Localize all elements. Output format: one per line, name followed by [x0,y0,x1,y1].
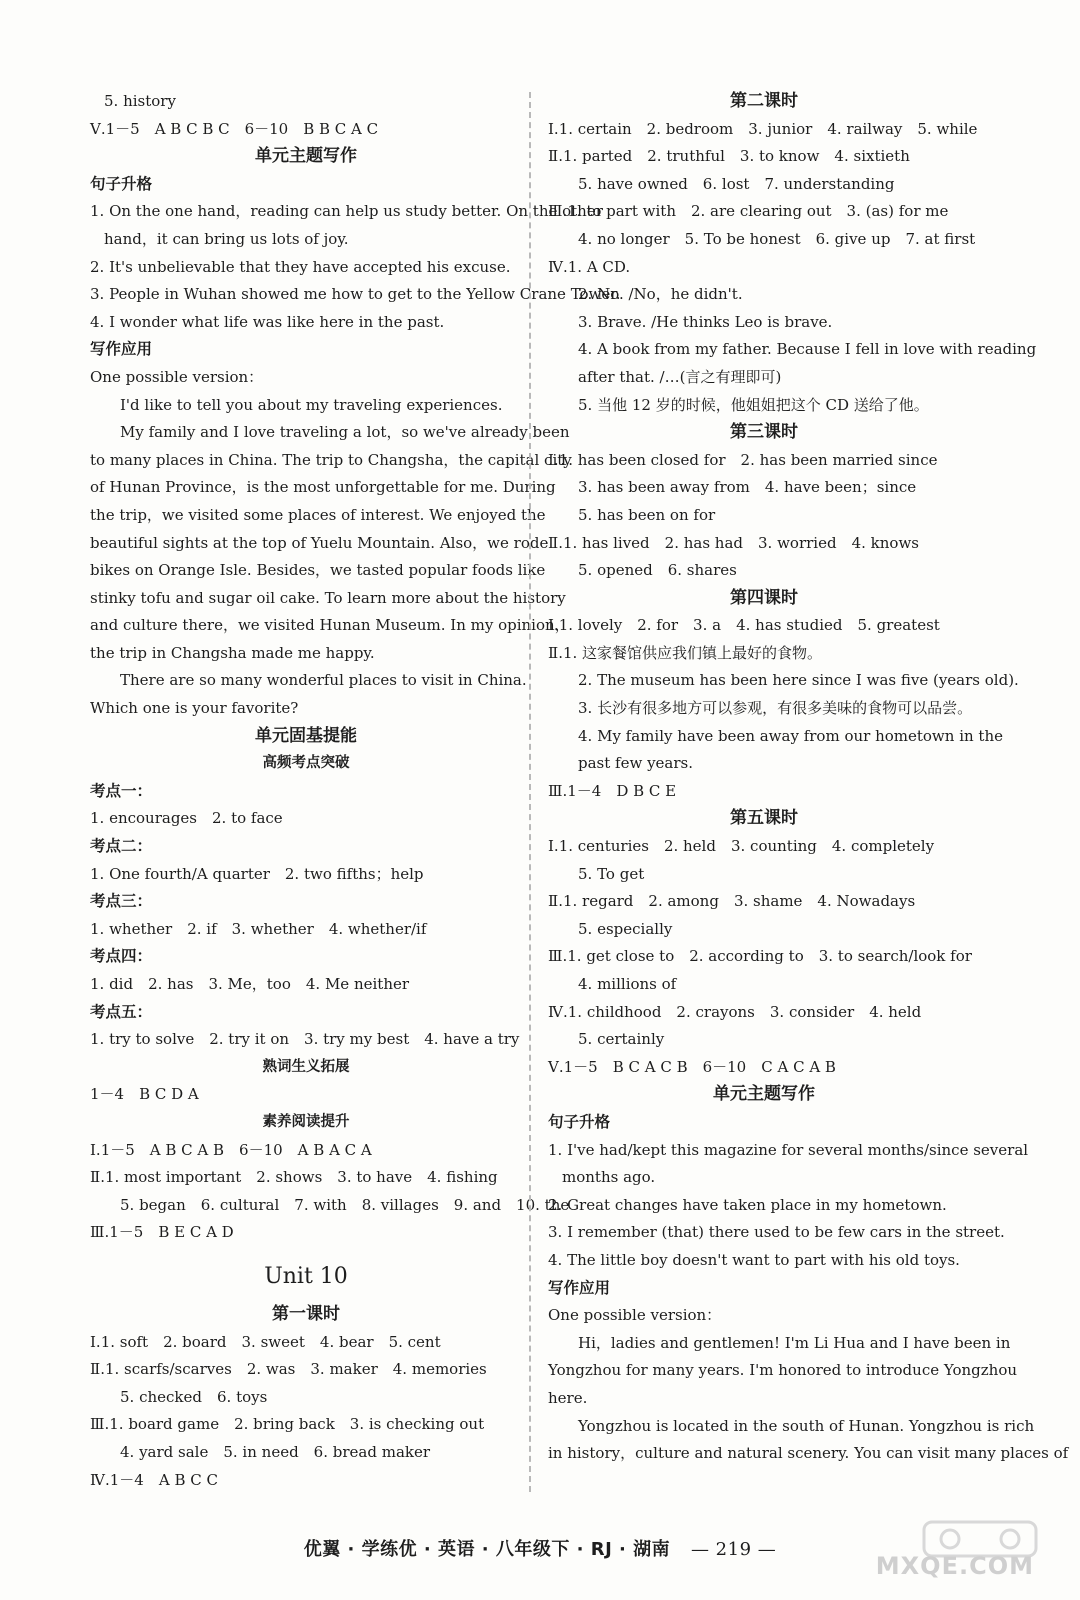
answer-line: 1－4 B C D A [90,1085,199,1104]
answer-line: 1. One fourth/A quarter 2. two fifths；help [90,864,424,883]
answer-line: 3. Brave. /He thinks Leo is brave. [578,312,833,331]
answer-line: 5. 当他 12 岁的时候，他姐姐把这个 CD 送给了他。 [578,395,929,414]
answer-line: 3. People in Wuhan showed me how to get to the Yellow Crane Tower. [90,285,621,304]
watermark-text: MXQE.COM [875,1552,1034,1580]
answer-line: months ago. [562,1168,656,1187]
answer-line: 5. has been on for [578,505,716,524]
answer-line: Hi，ladies and gentlemen! I'm Li Hua and I have been in [578,1333,1011,1352]
section-heading: 第五课时 [730,808,798,829]
answer-line: Ⅲ.1. board game 2. bring back 3. is checking out [90,1415,485,1434]
answer-line: 写作应用 [548,1278,611,1297]
answer-line: Ⅰ.1. soft 2. board 3. sweet 4. bear 5. cent [90,1332,441,1351]
answer-line: Yongzhou for many years. I'm honored to introduce Yongzhou [548,1361,1018,1380]
answer-line: Ⅳ.1. A CD. [548,257,631,276]
answer-line: 5. history [104,92,176,110]
answer-line: 1. On the one hand，reading can help us study better. On the other [90,202,603,221]
column-divider [529,92,531,1492]
section-heading: 单元主题写作 [255,146,357,167]
answer-line: I'd like to tell you about my traveling experiences. [120,395,503,414]
answer-line: Ⅲ.1－4 D B C E [548,781,677,800]
answer-line: 5. began 6. cultural 7. with 8. villages 9. and 10. the [120,1195,570,1214]
answer-line: Ⅰ.1. lovely 2. for 3. a 4. has studied 5. greatest [548,616,940,635]
answer-line: and culture there，we visited Hunan Museum. In my opinion， [90,616,570,635]
answer-line: Ⅴ.1－5 B C A C B 6－10 C A C A B [548,1057,836,1076]
answer-line: 高频考点突破 [262,755,350,772]
answer-line: 1. I've had/kept this magazine for several months/since several [548,1140,1029,1159]
answer-line: 4. yard sale 5. in need 6. bread maker [120,1442,431,1461]
answer-line: 5. have owned 6. lost 7. understanding [578,174,895,193]
answer-line: 考点四： [90,947,153,966]
page-number: — 219 — [690,1539,777,1560]
answer-line: 2. Great changes have taken place in my hometown. [548,1195,947,1214]
answer-line: of Hunan Province，is the most unforgettable for me. During [90,478,556,497]
section-heading: 第一课时 [272,1303,340,1324]
answer-line: Ⅲ.1－5 B E C A D [90,1223,234,1242]
answer-line: Yongzhou is located in the south of Hunan. Yongzhou is rich [578,1416,1035,1435]
answer-line: 1. did 2. has 3. Me，too 4. Me neither [90,975,410,993]
answer-line: 5. checked 6. toys [120,1387,268,1406]
answer-line: 3. 长沙有很多地方可以参观，有很多美味的食物可以品尝。 [578,699,973,718]
answer-line: 4. I wonder what life was like here in the past. [90,312,445,331]
answer-line: 3. has been away from 4. have been；since [578,478,917,497]
section-heading: 第三课时 [730,422,798,443]
answer-line: 熟词生义拓展 [262,1058,350,1075]
answer-line: to many places in China. The trip to Changsha，the capital city [90,450,572,469]
answer-line: 2. No. /No，he didn't. [578,285,743,304]
answer-line: 1. try to solve 2. try it on 3. try my best 4. have a try [90,1030,520,1049]
answer-line: Ⅳ.1. childhood 2. crayons 3. consider 4. held [548,1002,922,1021]
watermark-logo [875,1518,1056,1584]
section-heading: 第四课时 [730,587,798,608]
answer-line: One possible version： [548,1306,722,1325]
answer-line: 考点二： [90,837,153,856]
answer-line: bikes on Orange Isle. Besides，we tasted popular foods like [90,561,546,580]
answer-line: in history，culture and natural scenery. You can visit many places of [548,1444,1069,1463]
answer-line: My family and I love traveling a lot，so we've already been [120,423,570,442]
answer-line: Ⅳ.1－4 A B C C [90,1470,218,1489]
answer-line: Ⅱ.1. regard 2. among 3. shame 4. Nowadays [548,892,916,911]
answer-line: 句子升格 [548,1112,611,1131]
answer-line: 5. certainly [578,1030,665,1049]
answer-line: 1. encourages 2. to face [90,809,283,828]
answer-line: Ⅱ.1. 这家餐馆供应我们镇上最好的食物。 [548,643,823,662]
answer-line: 2. The museum has been here since I was five (years old). [578,671,1019,690]
answer-line: the trip，we visited some places of interest. We enjoyed the [90,505,546,524]
answer-line: 2. It's unbelievable that they have accepted his excuse. [90,257,511,276]
right-column [548,88,1069,1468]
section-heading: 第二课时 [730,91,798,111]
answer-line: Ⅲ.1. to part with 2. are clearing out 3. (as) for me [548,202,949,221]
answer-line: after that. /…(言之有理即可) [578,367,782,386]
answer-line: Ⅰ.1. centuries 2. held 3. counting 4. completely [548,837,935,856]
answer-line: 3. I remember (that) there used to be few cars in the street. [548,1223,1005,1242]
answer-line: Ⅱ.1. parted 2. truthful 3. to know 4. sixtieth [548,147,910,166]
footer-book-title: 优翼 · 学练优 · 英语 · 八年级下 · RJ · 湖南 [303,1539,671,1560]
answer-line: here. [548,1388,588,1407]
answer-line: Ⅱ.1. has lived 2. has had 3. worried 4. knows [548,533,919,552]
answer-line: 考点一： [90,781,153,800]
answer-line: Ⅱ.1. most important 2. shows 3. to have 4. fishing [90,1168,498,1187]
answer-line: One possible version： [90,367,264,386]
answer-line: 4. My family have been away from our hometown in the [578,726,1003,745]
answer-line: 4. no longer 5. To be honest 6. give up 7. at first [578,229,976,248]
answer-line: 4. The little boy doesn't want to part with his old toys. [548,1250,960,1269]
answer-line: 句子升格 [90,174,153,193]
answer-line: beautiful sights at the top of Yuelu Mountain. Also，we rode [90,533,549,552]
answer-line: 5. especially [578,919,673,938]
answer-line: 5. opened 6. shares [578,561,737,580]
answer-line: Ⅰ.1. has been closed for 2. has been married since [548,450,938,469]
answer-line: Ⅰ.1. certain 2. bedroom 3. junior 4. railway 5. while [548,119,978,138]
answer-line: the trip in Changsha made me happy. [90,643,375,662]
answer-line: 1. whether 2. if 3. whether 4. whether/if [90,919,427,938]
answer-line: There are so many wonderful places to visit in China. [120,671,527,690]
answer-line: past few years. [578,754,694,773]
answer-line: Ⅲ.1. get close to 2. according to 3. to search/look for [548,947,972,966]
answer-line: 考点三： [90,892,153,911]
answer-line: 素养阅读提升 [262,1113,350,1130]
answer-line: 考点五： [90,1002,153,1021]
answer-line: 4. A book from my father. Because I fell in love with reading [578,340,1037,359]
answer-line: hand，it can bring us lots of joy. [104,229,349,248]
answer-line: 写作应用 [90,340,153,359]
answer-line: 5. To get [578,864,645,883]
answer-line: Unit 10 [264,1263,348,1289]
answer-line: Ⅰ.1－5 A B C A B 6－10 A B A C A [90,1140,372,1159]
answer-line: 4. millions of [578,975,677,993]
section-heading: 单元主题写作 [713,1084,815,1105]
answer-line: Ⅱ.1. scarfs/scarves 2. was 3. maker 4. memories [90,1360,487,1379]
section-heading: 单元固基提能 [255,725,357,746]
answer-line: Ⅴ.1－5 A B C B C 6－10 B B C A C [90,119,379,138]
answer-line: Which one is your favorite? [90,699,299,718]
answer-line: stinky tofu and sugar oil cake. To learn more about the history [90,588,566,607]
